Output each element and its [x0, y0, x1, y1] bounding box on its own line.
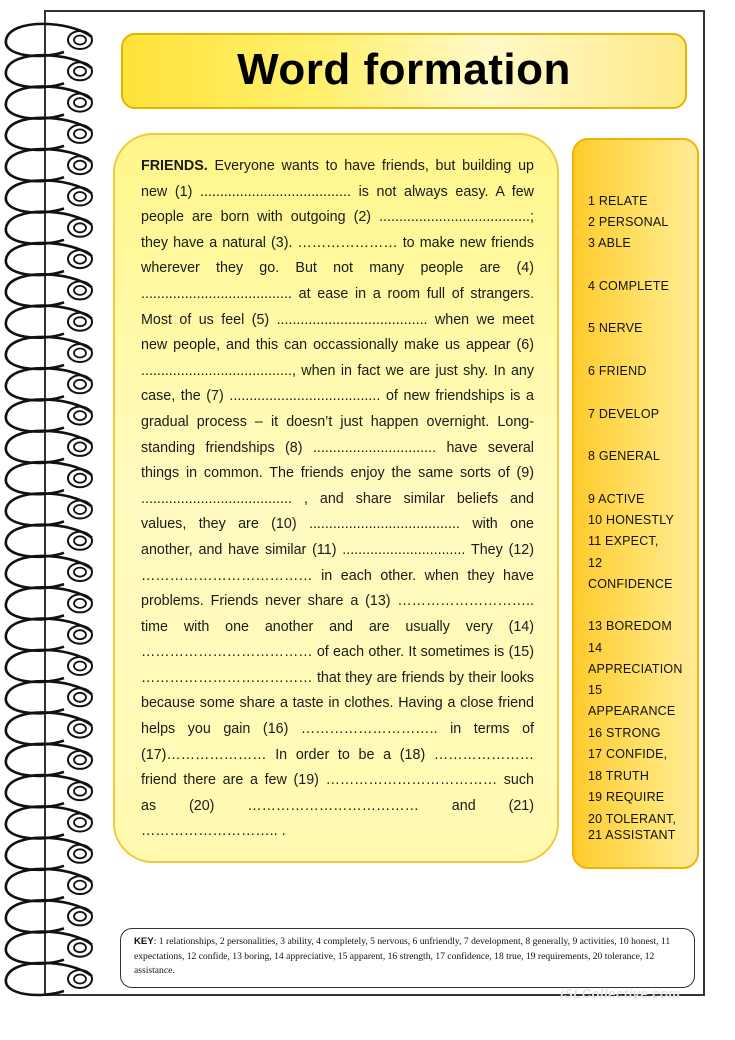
word-item: 1 RELATE	[588, 194, 648, 208]
spiral-ring	[6, 493, 92, 525]
spiral-ring	[6, 619, 92, 651]
spiral-ring	[6, 368, 92, 400]
spiral-ring	[6, 744, 92, 776]
spiral-ring	[6, 900, 92, 932]
spiral-ring	[6, 838, 92, 870]
spiral-ring	[6, 149, 92, 181]
spiral-ring	[6, 55, 92, 87]
spiral-ring	[6, 180, 92, 212]
text-content: Everyone wants to have friends, but building up new (1) ...................................... is not always easy. A few people are born with outgoing (2) ......................................; they have a natural (3). ………………… to make new friends wherever they go. But not many people are (4) ...................................... at ease in a room full of strangers. Most of us feel (5) ...................................... when we meet new people, and this can occassionally make us appear (6) ......................................, when in fact we are just shy. In any case, the (7) ...................................... of new friendships is a gradual process – it doesn’t just happen overnight. Long-standing friendships (8) ............................... have several things in common. The friends enjoy the same sorts of (9) ...................................... , and share similar beliefs and values, they are (10) ...................................... with one another, and have similar (11) ............................... They (12) ……………………………… in each other. when they have problems. Friends never share a (13) ……………………….. time with one another and are usually very (14) ……………………………… of each other. It sometimes is (15) ……………………………… that they are friends by their looks because some share a taste in clothes. Having a close friend helps you gain (16) ……………………….. in terms of (17)………………… In order to be a (18) ………………… friend there are a few (19) ……………………………… such as (20) ……………………………… and (21) ……………………….. .	[141, 158, 534, 840]
spiral-binding	[0, 0, 110, 1040]
word-item: 9 ACTIVE	[588, 492, 645, 506]
word-item: 20 TOLERANT,	[588, 812, 677, 826]
word-item: 19 REQUIRE	[588, 790, 665, 804]
word-item: 8 GENERAL	[588, 449, 660, 463]
spiral-ring	[6, 869, 92, 901]
spiral-ring	[6, 274, 92, 306]
word-item: 5 NERVE	[588, 321, 643, 335]
word-item: 15	[588, 683, 603, 697]
spiral-ring	[6, 243, 92, 275]
answer-key-text: : 1 relationships, 2 personalities, 3 ability, 4 completely, 5 nervous, 6 unfriendly, 7 development, 8 generally, 9 activities, 10 honest, 11 expectations, 12 confide, 13 boring, 14 appreciative, 15 apparent, 16 strength, 17 confidence, 18 true, 19 requirements, 20 tolerance, 12 assistance.	[134, 936, 671, 977]
word-item: 18 TRUTH	[588, 769, 650, 783]
word-item: 7 DEVELOP	[588, 407, 660, 421]
word-item: 11 EXPECT,	[588, 534, 659, 548]
word-item: CONFIDENCE	[588, 577, 673, 591]
spiral-ring	[6, 963, 92, 995]
spiral-ring	[6, 587, 92, 619]
word-item: APPEARANCE	[588, 704, 676, 718]
spiral-ring	[6, 681, 92, 713]
spiral-ring	[6, 24, 92, 56]
spiral-ring	[6, 525, 92, 557]
spiral-ring	[6, 556, 92, 588]
word-item: 4 COMPLETE	[588, 279, 670, 293]
word-item: 13 BOREDOM	[588, 619, 672, 633]
word-item: 6 FRIEND	[588, 364, 647, 378]
word-item: 10 HONESTLY	[588, 513, 675, 527]
word-item: 3 ABLE	[588, 236, 631, 250]
spiral-ring	[6, 650, 92, 682]
word-item: 2 PERSONAL	[588, 215, 669, 229]
spiral-ring	[6, 306, 92, 338]
word-item: 16 STRONG	[588, 726, 661, 740]
word-item: 14	[588, 641, 603, 655]
text-heading: FRIENDS.	[141, 158, 208, 174]
spiral-ring	[6, 775, 92, 807]
word-item: APPRECIATION	[588, 662, 683, 676]
spiral-ring	[6, 337, 92, 369]
word-item: 17 CONFIDE,	[588, 747, 668, 761]
page-title: Word formation	[237, 45, 571, 94]
spiral-ring	[6, 932, 92, 964]
answer-key	[134, 935, 686, 979]
spiral-ring	[6, 712, 92, 744]
answer-key-label: KEY	[134, 936, 154, 947]
watermark: iSLCollective.com	[560, 986, 681, 1001]
reading-text	[141, 154, 534, 845]
spiral-ring	[6, 431, 92, 463]
spiral-ring	[6, 462, 92, 494]
spiral-ring	[6, 806, 92, 838]
spiral-ring	[6, 86, 92, 118]
spiral-ring	[6, 212, 92, 244]
word-item: 21 ASSISTANT	[588, 828, 676, 842]
title-banner	[121, 33, 687, 109]
spiral-ring	[6, 118, 92, 150]
word-item: 12	[588, 556, 603, 570]
spiral-ring	[6, 399, 92, 431]
